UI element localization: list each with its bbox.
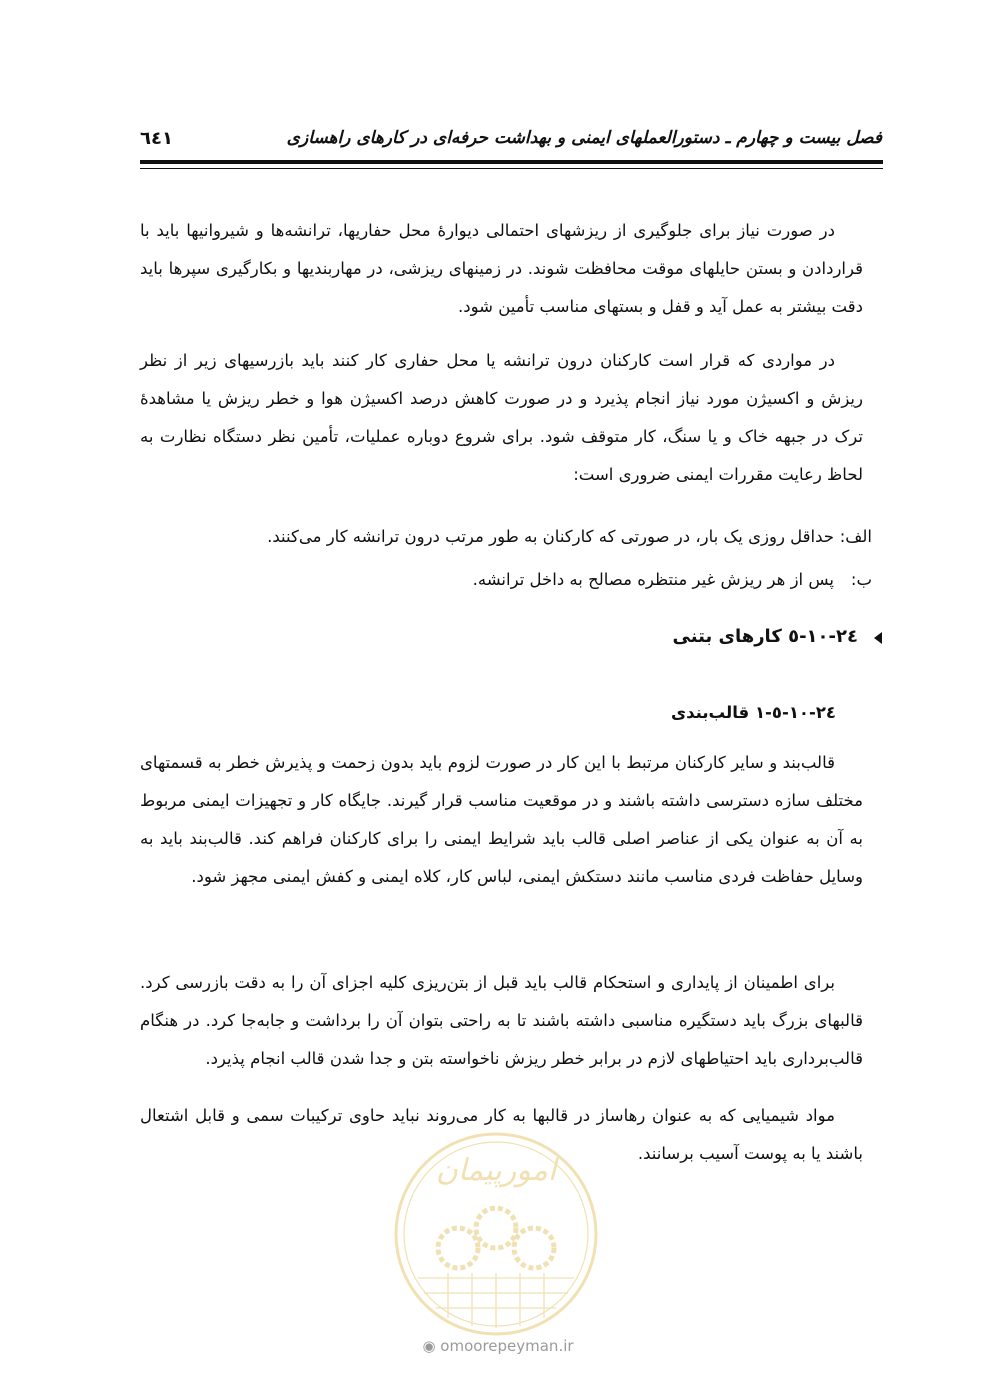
section-heading: ٢٤-١٠-٥ کارهای بتنی [672,626,858,647]
running-header-title: فصل بیست و چهارم ـ دستورالعملهای ایمنی و بهداشت حرفه‌ای در کارهای راهسازی [286,128,882,148]
paragraph-inspection: در مواردی که قرار است کارکنان درون ترانشه یا محل حفاری کار کنند باید بازرسیهای زیر از نظر ریزش و اکسیژن مورد نیاز انجام پذیرد و در صورت کاهش درصد اکسیژن هوا و خطر ریزش یا مشاهدۀ ترک در جبهه خاک و یا سنگ، کار متوقف شود. برای شروع دوباره عملیات، تأمین نظر دستگاه نظارت به لحاظ رعایت مقررات ایمنی ضروری است: [140,351,863,484]
list-marker: ب: [850,570,872,589]
list-text: پس از هر ریزش غیر منتظره مصالح به داخل ترانشه. [472,570,834,589]
list-marker: الف: [839,527,872,546]
list-text: حداقل روزی یک بار، در صورتی که کارکنان به طور مرتب درون ترانشه کار می‌کنند. [267,527,834,546]
paragraph-formwork-inspection: برای اطمینان از پایداری و استحکام قالب باید قبل از بتن‌ریزی کلیه اجزای آن را به دقت بازرسی کرد. قالبهای بزرگ باید دستگیره مناسبی داشته باشند تا به راحتی بتوان آن را برداشت و جابه‌جا کرد. در هنگام قالب‌برداری باید احتیاطهای لازم در برابر خطر ریزش ناخواسته بتن و جدا شدن قالب انجام پذیرد. [140,973,863,1068]
header-rule-thick [140,160,883,164]
subsection-heading: ٢٤-١٠-٥-١ قالب‌بندی [670,703,836,722]
watermark-logo-text: امورپیمان [435,1153,557,1188]
paragraph-shoring: در صورت نیاز برای جلوگیری از ریزشهای احتمالی دیوارۀ محل حفاریها، ترانشه‌ها و شیروانیها باید با قراردادن و بستن حایلهای موقت محافظت شوند. در زمینهای ریزشی، در مهاربندیها و بکارگیری سپرها باید دقت بیشتر به عمل آید و قفل و بستهای مناسب تأمین شود. [140,221,863,316]
watermark-url-text: omoorepeyman.ir [440,1337,574,1355]
list-item [149,561,872,599]
watermark-url: ◉ omoorepeyman.ir [422,1337,574,1355]
paragraph-release-agents: مواد شیمیایی که به عنوان رهاساز در قالبها به کار می‌روند نباید حاوی ترکیبات سمی و قابل اشتعال باشند یا به پوست آسیب برسانند. [140,1106,863,1163]
list-item [149,518,872,556]
page-number: ٦٤١ [140,128,173,149]
section-bullet-icon [874,632,882,644]
paragraph-formwork-access: قالب‌بند و سایر کارکنان مرتبط با این کار در صورت لزوم باید بدون زحمت و پذیرش خطر به قسمتهای مختلف سازه دسترسی داشته باشند و در موقعیت مناسب قرار گیرند. جایگاه کار و تجهیزات ایمنی مربوط به آن به عنوان یکی از عناصر اصلی قالب باید شرایط ایمنی را برای کارکنان فراهم کند. قالب‌بند باید به وسایل حفاظت فردی مناسب مانند دستکش ایمنی، لباس کار، کلاه ایمنی و کفش ایمنی مجهز شود. [140,753,863,886]
watermark-logo [388,1128,604,1340]
header-rule-thin [140,168,883,169]
